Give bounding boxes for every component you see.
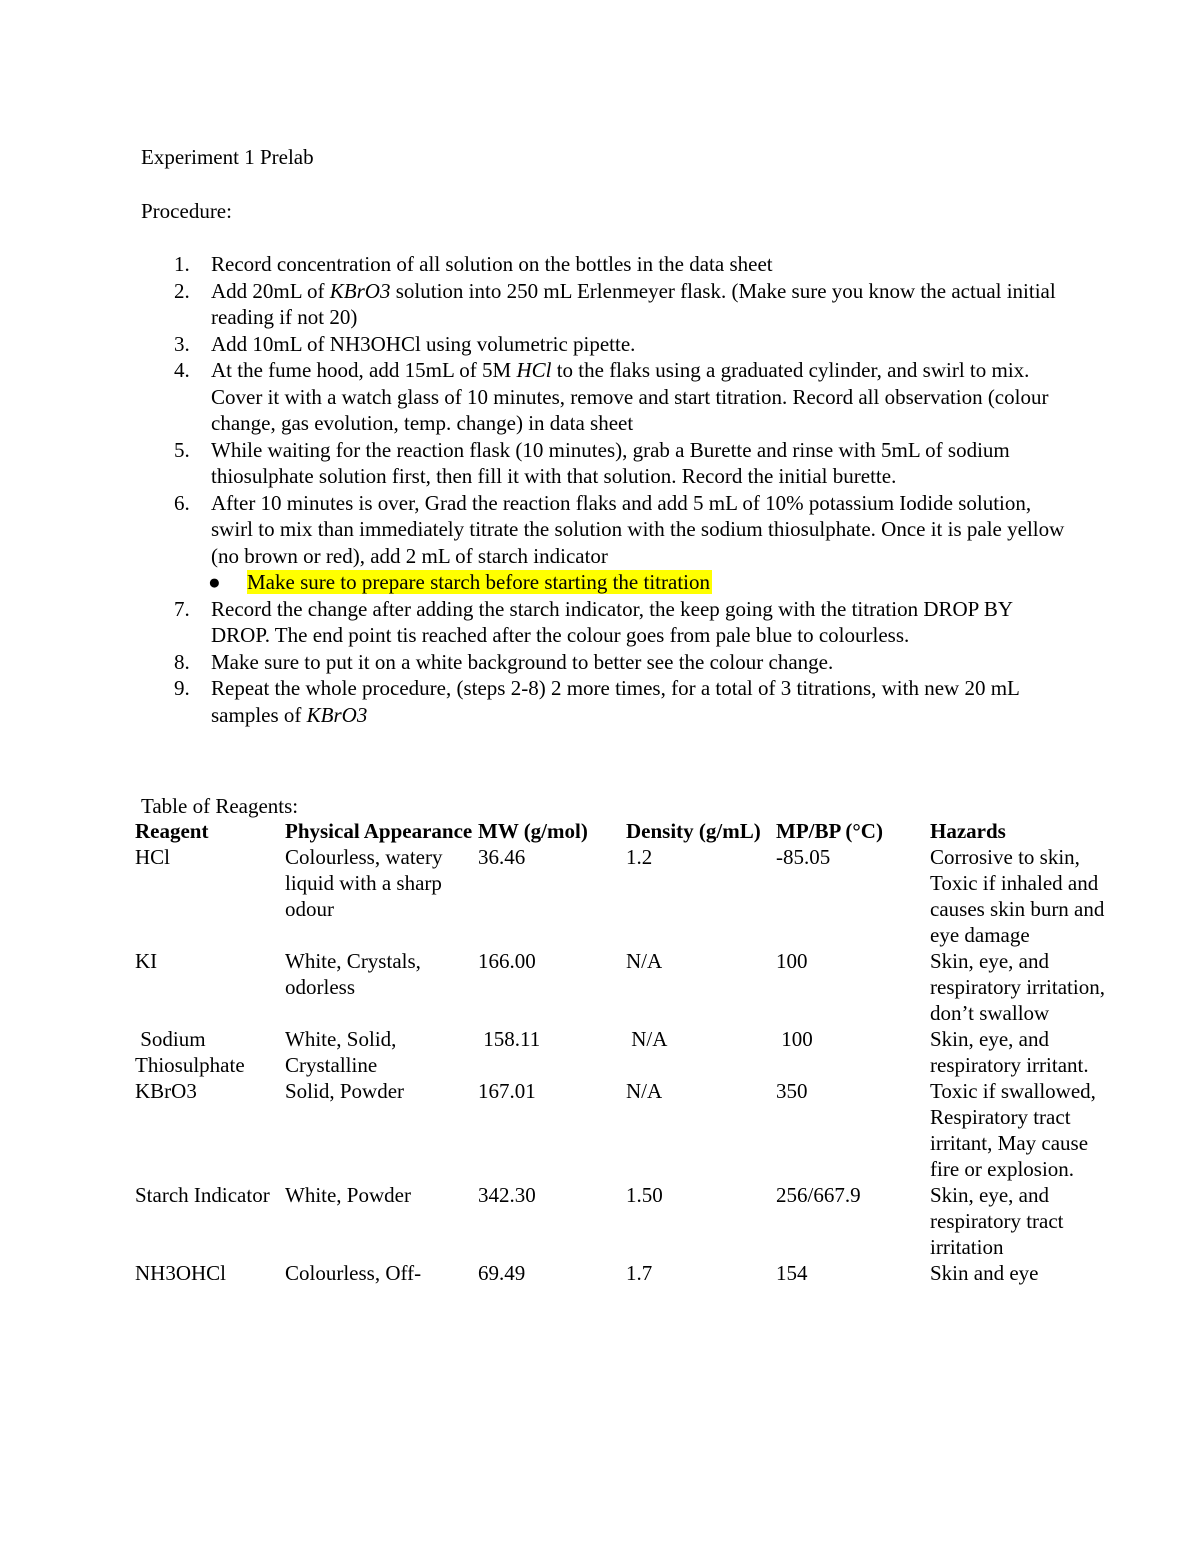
table-cell: N/A [626, 1079, 663, 1103]
procedure-step [0, 437, 1071, 490]
step-text-italic: KBrO3 [329, 278, 391, 303]
table-cell: 158.11 [478, 1027, 541, 1051]
table-cell: Skin, eye, and respiratory irritant. [930, 1027, 1089, 1077]
table-row [135, 844, 1110, 948]
table-header-row [135, 818, 1110, 844]
column-header: Hazards [930, 819, 1006, 843]
table-cell: Solid, Powder [285, 1079, 405, 1103]
step-text: Record concentration of all solution on the bottles in the data sheet [211, 252, 773, 276]
table-cell: Skin, eye, and respiratory tract irritation [930, 1183, 1064, 1259]
table-row [135, 1026, 1110, 1078]
table-row [135, 1182, 1110, 1260]
table-row [135, 948, 1110, 1026]
procedure-list [0, 251, 1200, 728]
step-text: solution into 250 mL Erlenmeyer flask. (Make sure you know the actual initial reading if not 20) [211, 278, 1056, 329]
table-cell: 1.50 [626, 1183, 663, 1207]
table-cell: Skin and eye [930, 1261, 1039, 1285]
step-text: At the fume hood, add 15mL of 5M [211, 358, 517, 382]
table-cell: 256/667.9 [776, 1183, 861, 1207]
table-cell: KI [135, 949, 158, 973]
step-number: 4. [174, 358, 190, 382]
procedure-step [0, 596, 1071, 649]
table-row [135, 1260, 1110, 1286]
step-text: While waiting for the reaction flask (10 minutes), grab a Burette and rinse with 5mL of sodium thiosulphate solution first, then fill it with that solution. Record the initial burette. [211, 437, 1010, 488]
procedure-step [0, 357, 1071, 437]
column-header: Density (g/mL) [626, 819, 761, 843]
procedure-step [0, 251, 1071, 278]
step-text: Make sure to put it on a white background to better see the colour change. [211, 649, 834, 674]
column-header: Reagent [135, 819, 209, 843]
procedure-step [0, 490, 1071, 596]
step-text: After 10 minutes is over, Grad the reaction flaks and add 5 mL of 10% potassium Iodide solution, swirl to mix than immediately titrate the solution with the sodium thiosulphate. Once it is pale yellow (no brown or red), add 2 mL of starch indicator [211, 490, 1065, 568]
step-text: Add 10mL of NH3OHCl using volumetric pipette. [211, 331, 636, 356]
step-text: Add 20mL of [211, 278, 330, 303]
table-cell: White, Powder [285, 1183, 411, 1207]
step-number: 6. [174, 490, 190, 515]
reagents-table [135, 818, 1110, 1286]
step-number: 5. [174, 437, 190, 462]
step-text-italic: KBrO3 [306, 702, 368, 727]
step-number: 9. [174, 676, 190, 700]
table-cell: 342.30 [478, 1183, 536, 1207]
table-cell: 166.00 [478, 949, 536, 973]
step-text-italic: HCl [516, 358, 552, 382]
column-header: MW (g/mol) [478, 819, 588, 843]
table-cell: White, Solid, Crystalline [285, 1027, 397, 1077]
column-header: Physical Appearance [285, 819, 473, 843]
table-cell: NH3OHCl [135, 1261, 227, 1285]
table-cell: White, Crystals, odorless [285, 949, 421, 999]
table-row [135, 1078, 1110, 1182]
table-cell: 154 [776, 1261, 808, 1285]
highlighted-note-text: Make sure to prepare starch before starting the titration [247, 570, 710, 594]
procedure-step [0, 278, 1071, 331]
step-number: 1. [174, 252, 190, 276]
table-cell: 69.49 [478, 1261, 526, 1285]
table-cell: Starch Indicator [135, 1183, 270, 1207]
step-text: to the flaks using a graduated cylinder, and swirl to mix. Cover it with a watch glass of 10 minutes, remove and start titration. Record all observation (colour change, gas evolution, temp. change) in data sheet [211, 358, 1049, 435]
document-title: Experiment 1 Prelab [141, 145, 314, 169]
bullet-icon: ● [208, 570, 221, 594]
table-cell: N/A [626, 949, 663, 973]
table-cell: -85.05 [776, 845, 831, 869]
step-number: 8. [174, 649, 190, 674]
highlighted-note [208, 569, 1071, 596]
column-header: MP/BP (°C) [776, 819, 883, 843]
step-number: 7. [174, 596, 190, 621]
table-cell: 167.01 [478, 1079, 536, 1103]
table-cell: HCl [135, 845, 171, 869]
procedure-step [0, 331, 1071, 358]
step-text: Record the change after adding the starch indicator, the keep going with the titration DROP BY DROP. The end point tis reached after the colour goes from pale blue to colourless. [211, 596, 1013, 647]
table-cell: 36.46 [478, 845, 526, 869]
step-text: Repeat the whole procedure, (steps 2-8) 2 more times, for a total of 3 titrations, with new 20 mL samples of [211, 676, 1020, 727]
table-cell: N/A [626, 1027, 668, 1051]
table-cell: Sodium Thiosulphate [135, 1027, 245, 1077]
procedure-step [0, 675, 1071, 728]
table-cell: 1.2 [626, 845, 653, 869]
procedure-heading: Procedure: [141, 199, 232, 223]
table-cell: 1.7 [626, 1261, 653, 1285]
table-cell: Toxic if swallowed, Respiratory tract irritant, May cause fire or explosion. [930, 1079, 1096, 1181]
table-cell: 100 [776, 949, 808, 973]
table-cell: 350 [776, 1079, 808, 1103]
step-number: 3. [174, 331, 190, 356]
table-cell: KBrO3 [135, 1079, 197, 1103]
table-cell: Corrosive to skin, Toxic if inhaled and causes skin burn and eye damage [930, 845, 1105, 947]
table-cell: 100 [776, 1027, 813, 1051]
table-cell: Colourless, Off- [285, 1261, 422, 1285]
table-cell: Skin, eye, and respiratory irritation, don’t swallow [930, 949, 1105, 1025]
table-heading: Table of Reagents: [141, 794, 299, 818]
table-cell: Colourless, watery liquid with a sharp odour [285, 845, 443, 921]
step-number: 2. [174, 278, 190, 303]
procedure-step [0, 649, 1071, 676]
